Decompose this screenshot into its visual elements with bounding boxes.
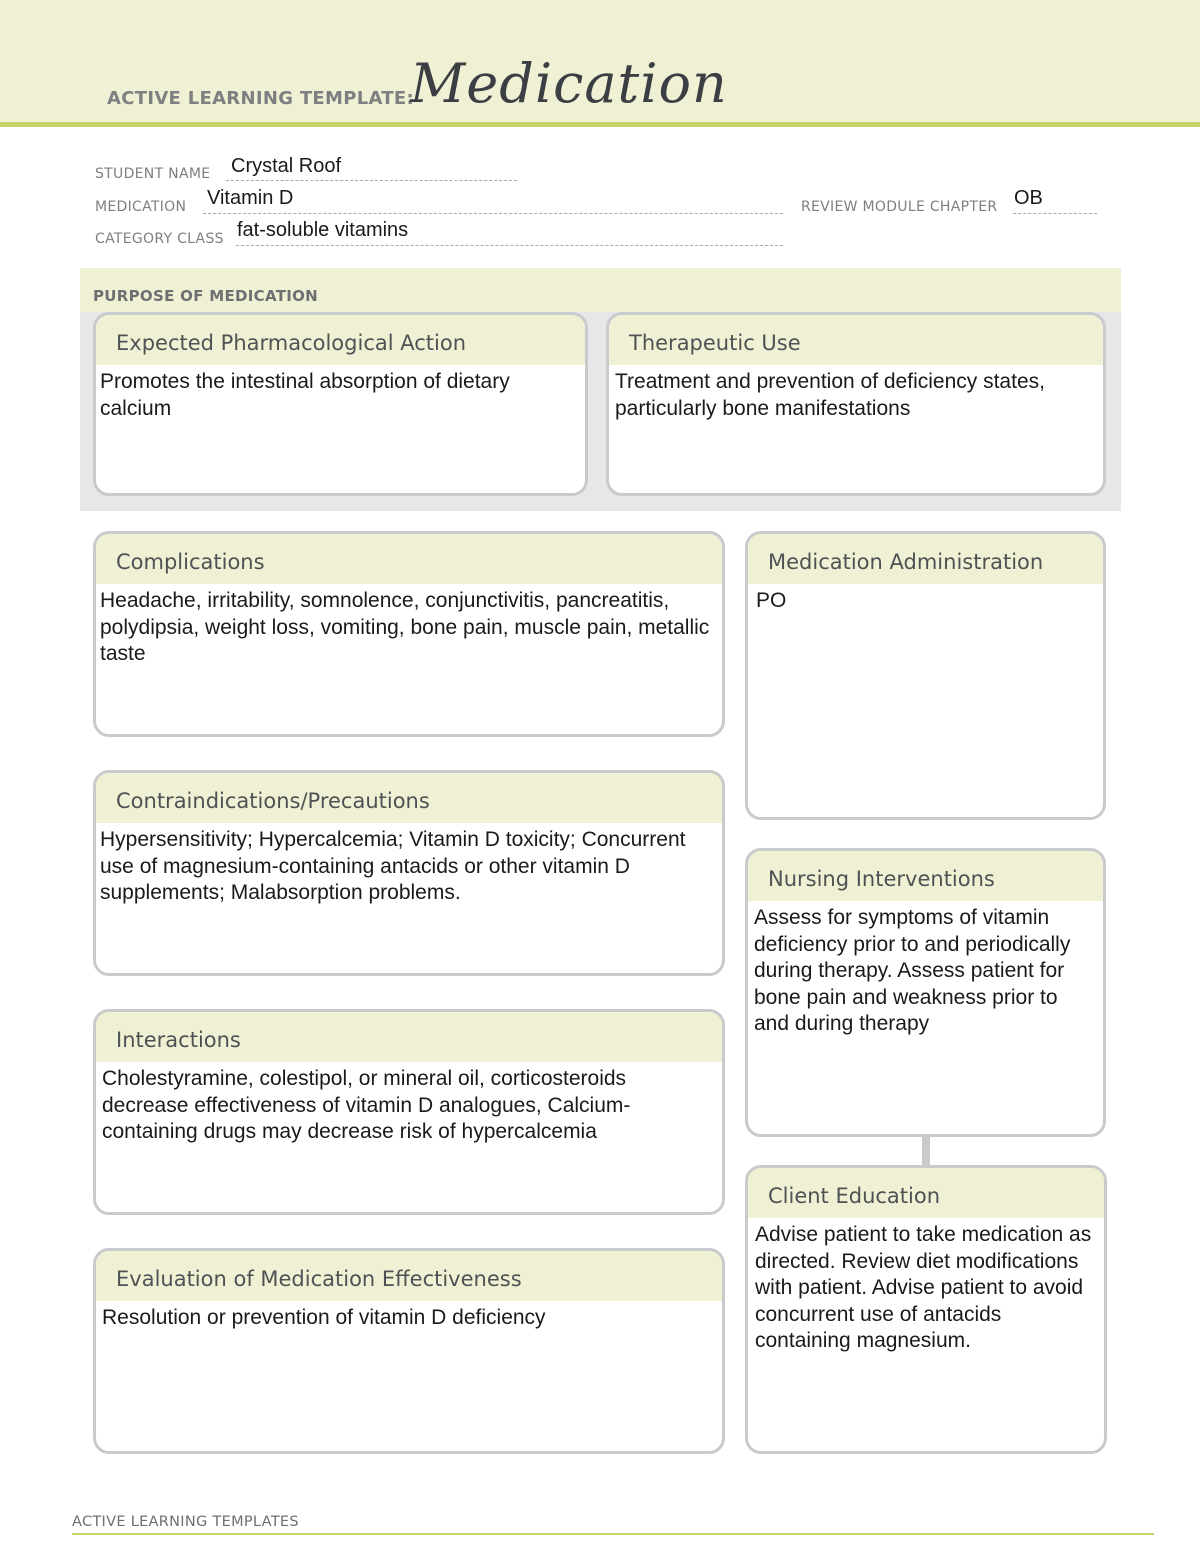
therapeutic-use-text[interactable]: Treatment and prevention of deficiency states, particularly bone manifestations <box>615 370 1045 420</box>
therapeutic-use-box <box>606 312 1106 496</box>
administration-text[interactable]: PO <box>756 589 787 612</box>
client-education-text[interactable]: Advise patient to take medication as directed. Review diet modifications with patient. Advise patient to avoid concurrent use of antacids containing magnesium. <box>755 1223 1092 1352</box>
therapeutic-use-title: Therapeutic Use <box>609 315 1103 365</box>
nursing-interventions-title: Nursing Interventions <box>748 851 1103 901</box>
medication-line <box>203 213 783 214</box>
nursing-interventions-text[interactable]: Assess for symptoms of vitamin deficiency prior to and periodically during therapy. Assess patient for bone pain and weakness prior to and during therapy <box>754 906 1071 1035</box>
connector-bar <box>922 1135 930 1167</box>
medication-field[interactable]: Vitamin D <box>207 187 294 209</box>
template-prefix: ACTIVE LEARNING TEMPLATE: <box>107 88 414 109</box>
pharm-action-text[interactable]: Promotes the intestinal absorption of dietary calcium <box>100 370 510 420</box>
complications-text[interactable]: Headache, irritability, somnolence, conjunctivitis, pancreatitis, polydipsia, weight loss, vomiting, bone pain, muscle pain, metallic taste <box>100 589 710 665</box>
student-name-line <box>226 180 517 181</box>
review-module-label: REVIEW MODULE CHAPTER <box>801 199 998 215</box>
category-line <box>236 245 783 246</box>
contraindications-text[interactable]: Hypersensitivity; Hypercalcemia; Vitamin D toxicity; Concurrent use of magnesium-containing antacids or other vitamin D supplements; Malabsorption problems. <box>100 828 686 904</box>
purpose-label: PURPOSE OF MEDICATION <box>93 287 319 305</box>
contraindications-title: Contraindications/Precautions <box>96 773 722 823</box>
interactions-title: Interactions <box>96 1012 722 1062</box>
contraindications-box <box>93 770 725 976</box>
footer-label: ACTIVE LEARNING TEMPLATES <box>72 1514 299 1530</box>
complications-box <box>93 531 725 737</box>
pharm-action-title: Expected Pharmacological Action <box>96 315 585 365</box>
footer-rule <box>72 1533 1154 1535</box>
interactions-text[interactable]: Cholestyramine, colestipol, or mineral oil, corticosteroids decrease effectiveness of vitamin D analogues, Calcium-containing drugs may decrease risk of hypercalcemia <box>102 1067 631 1143</box>
administration-title: Medication Administration <box>748 534 1103 584</box>
medication-label: MEDICATION <box>95 199 187 215</box>
pharm-action-box <box>93 312 588 496</box>
complications-title: Complications <box>96 534 722 584</box>
evaluation-title: Evaluation of Medication Effectiveness <box>96 1251 722 1301</box>
review-module-field[interactable]: OB <box>1014 187 1043 209</box>
review-module-line <box>1013 213 1097 214</box>
administration-box <box>745 531 1106 820</box>
client-education-title: Client Education <box>748 1168 1104 1218</box>
header-rule <box>0 122 1200 127</box>
category-label: CATEGORY CLASS <box>95 231 224 247</box>
evaluation-box <box>93 1248 725 1454</box>
student-name-field[interactable]: Crystal Roof <box>231 155 342 177</box>
category-field[interactable]: fat-soluble vitamins <box>237 219 409 241</box>
interactions-box <box>93 1009 725 1215</box>
template-title: Medication <box>410 52 728 115</box>
evaluation-text[interactable]: Resolution or prevention of vitamin D deficiency <box>102 1306 546 1329</box>
client-education-box <box>745 1165 1107 1454</box>
student-name-label: STUDENT NAME <box>95 166 211 182</box>
nursing-interventions-box <box>745 848 1106 1137</box>
